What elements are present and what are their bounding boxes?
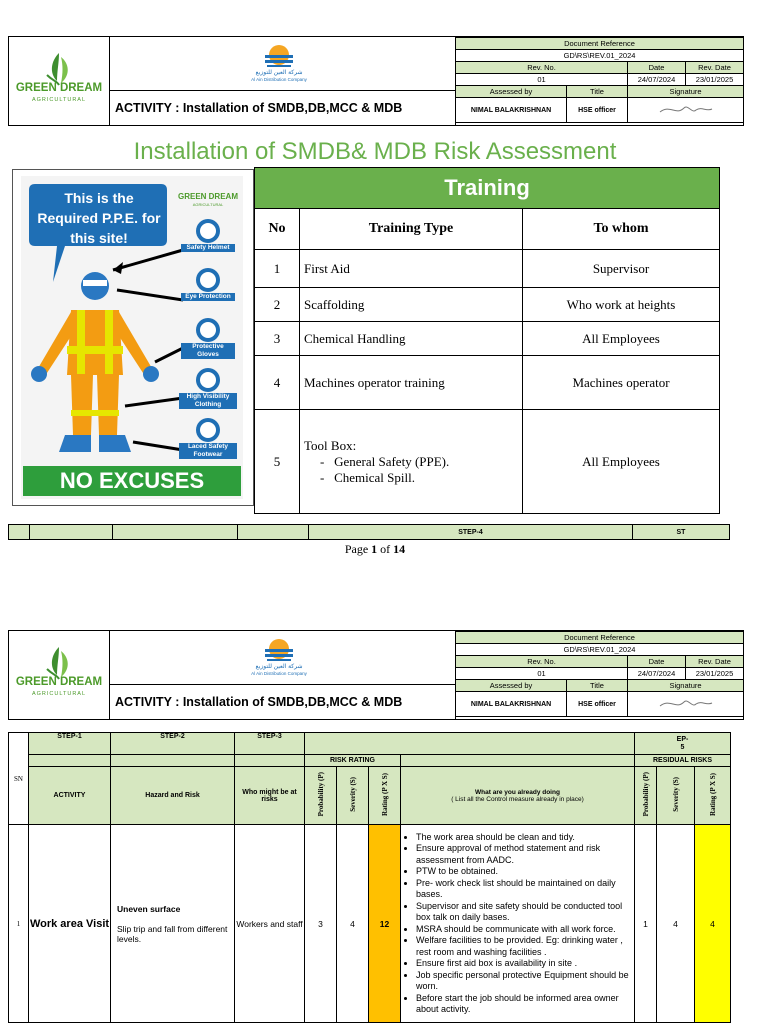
ppe-banner: NO EXCUSES: [59, 468, 205, 493]
page-prefix: Page: [344, 542, 372, 556]
control-item: • Ensure first aid box is availability in site .: [416, 958, 630, 970]
row-type: Scaffolding: [300, 288, 523, 322]
green-dream-leaf-icon: [13, 47, 105, 87]
row-hazard-desc: Slip trip and fall from different levels.: [117, 923, 228, 944]
ppe-logo-sub: AGRICULTURAL: [192, 202, 224, 207]
row-who: Workers and staff: [235, 825, 305, 1023]
row-sn: 1: [9, 825, 29, 1023]
partner-sun-logo-icon: [259, 635, 299, 661]
ppe-item-hivis: High Visibility Clothing: [179, 393, 237, 409]
col-to-whom: To whom: [523, 209, 720, 250]
col-training-type: Training Type: [300, 209, 523, 250]
col-ep5: EP- 5: [635, 733, 731, 755]
header-middle: [109, 37, 456, 125]
col-res-probability: Probability (P): [641, 772, 650, 817]
row-whom: Supervisor: [523, 250, 720, 288]
control-item: • Supervisor and site safety should be conducted tool box talk on daily bases.: [416, 901, 630, 924]
training-heading: Training: [255, 168, 720, 209]
row-type: Machines operator training: [300, 356, 523, 410]
partner-english-name: Al Ain Distribution Company: [251, 77, 307, 82]
date-label: Date: [628, 656, 686, 668]
signature-label: Signature: [628, 680, 744, 692]
ppe-bubble-text: This is the Required P.P.E. for this site!: [37, 190, 161, 246]
strip-st: ST: [633, 525, 730, 540]
col-severity: Severity (S): [348, 777, 357, 812]
table-row: [255, 322, 720, 356]
col-already-doing: What are you already doing: [475, 788, 560, 796]
row-type: Tool Box: - General Safety (PPE). - Chemical Spill.: [300, 410, 523, 514]
col-probability: Probability (P): [316, 772, 325, 817]
row-no: 2: [255, 288, 300, 322]
document-header: [8, 36, 744, 126]
company-sub: AGRICULTURAL: [31, 691, 87, 697]
signature-label: Signature: [628, 86, 744, 98]
rev-date-label: Rev. Date: [686, 656, 744, 668]
assessed-by-value: NIMAL BALAKRISHNAN: [456, 98, 567, 123]
doc-ref-label: Document Reference: [456, 38, 744, 50]
rev-no-value: 01: [456, 668, 628, 680]
row-whom: All Employees: [523, 322, 720, 356]
rev-no-value: 01: [456, 74, 628, 86]
row-whom: Machines operator: [523, 356, 720, 410]
page-number: [0, 542, 750, 557]
green-dream-leaf-icon: [13, 641, 105, 681]
ppe-item-eye: Eye Protection: [181, 293, 235, 301]
partner-arabic-name: شركة العين للتوزيع: [255, 70, 303, 76]
company-name: GREEN DREAM: [15, 676, 103, 688]
date-label: Date: [628, 62, 686, 74]
control-item: • The work area should be clean and tidy.: [416, 832, 630, 844]
date-value: 24/07/2024: [628, 74, 686, 86]
signature-icon: [656, 694, 716, 712]
control-item: • Before start the job should be informed area owner about activity.: [416, 993, 630, 1016]
page-of: of: [377, 542, 394, 556]
col-step2: STEP-2: [111, 733, 235, 755]
row-whom: Who work at heights: [523, 288, 720, 322]
risk-assessment-table: [8, 732, 730, 1023]
rev-date-value: 23/01/2025: [686, 668, 744, 680]
partner-arabic-name: شركة العين للتوزيع: [255, 664, 303, 670]
activity-title: ACTIVITY : Installation of SMDB,DB,MCC & MDB: [109, 90, 455, 125]
table-row: [255, 356, 720, 410]
col-step1: STEP-1: [29, 733, 111, 755]
rev-date-value: 23/01/2025: [686, 74, 744, 86]
page-current: 1: [371, 542, 378, 556]
signature-icon: [656, 100, 716, 118]
col-already-doing-sub: ( List all the Control measure already in place): [451, 795, 584, 803]
title-value: HSE officer: [567, 98, 628, 123]
ppe-item-footwear: Laced Safety Footwear: [179, 443, 237, 459]
toolbox-label: Tool Box:: [304, 437, 357, 453]
table-row: [9, 825, 731, 1023]
title-label: Title: [567, 86, 628, 98]
row-res-probability: 1: [635, 825, 657, 1023]
col-risk-rating: RISK RATING: [305, 755, 401, 767]
row-probability: 3: [305, 825, 337, 1023]
ppe-logo-text: GREEN DREAM: [177, 192, 238, 201]
control-item: • Job specific personal protective Equipment should be worn.: [416, 970, 630, 993]
row-activity: Work area Visit: [29, 825, 111, 1023]
row-severity: 4: [337, 825, 369, 1023]
col-activity: ACTIVITY: [29, 767, 111, 825]
step-strip: [8, 524, 730, 540]
row-res-rating: 4: [695, 825, 731, 1023]
col-hazard: Hazard and Risk: [111, 767, 235, 825]
col-sn: SN: [9, 733, 29, 825]
training-table: [254, 167, 720, 514]
col-res-rating: Rating (P X S): [708, 773, 717, 816]
control-item: • Welfare facilities to be provided. Eg: drinking water , rest room and washing facilities .: [416, 935, 630, 958]
company-logo-cell: [9, 631, 110, 719]
ppe-item-gloves: Protective Gloves: [181, 343, 235, 359]
row-no: 5: [255, 410, 300, 514]
partner-english-name: Al Ain Distribution Company: [251, 671, 307, 676]
document-reference-block: [455, 37, 744, 125]
company-logo-cell: [9, 37, 110, 125]
control-item: • MSRA should be communicate with all work force.: [416, 924, 630, 936]
row-rating: 12: [369, 825, 401, 1023]
row-controls: [401, 825, 635, 1023]
col-who: Who might be at risks: [235, 767, 305, 825]
toolbox-subitem: Chemical Spill.: [334, 469, 415, 485]
rev-no-label: Rev. No.: [456, 62, 628, 74]
control-item: • Ensure approval of method statement and risk assessment from AADC.: [416, 843, 630, 866]
doc-ref-label: Document Reference: [456, 632, 744, 644]
rev-date-label: Rev. Date: [686, 62, 744, 74]
col-step3: STEP-3: [235, 733, 305, 755]
strip-step4: STEP-4: [309, 525, 633, 540]
control-item: • PTW to be obtained.: [416, 866, 630, 878]
document-header-2: [8, 630, 744, 720]
table-row: [255, 250, 720, 288]
page-title: Installation of SMDB& MDB Risk Assessment: [133, 138, 617, 165]
table-row: [255, 288, 720, 322]
assessed-by-label: Assessed by: [456, 680, 567, 692]
row-no: 1: [255, 250, 300, 288]
title-value: HSE officer: [567, 692, 628, 717]
company-name: GREEN DREAM: [15, 82, 103, 94]
row-no: 4: [255, 356, 300, 410]
control-item: • Pre- work check list should be maintained on daily bases.: [416, 878, 630, 901]
signature-cell: [628, 692, 744, 717]
row-hazard-title: Uneven surface: [117, 903, 181, 914]
date-value: 24/07/2024: [628, 668, 686, 680]
doc-ref-value: GD\RS\REV.01_2024: [456, 644, 744, 656]
rev-no-label: Rev. No.: [456, 656, 628, 668]
toolbox-subitem: General Safety (PPE).: [334, 453, 450, 469]
row-res-severity: 4: [657, 825, 695, 1023]
col-residual-risks: RESIDUAL RISKS: [635, 755, 731, 767]
row-type: First Aid: [300, 250, 523, 288]
col-no: No: [255, 209, 300, 250]
ppe-poster: [12, 169, 254, 506]
header-middle: [109, 631, 456, 719]
partner-sun-logo-icon: [259, 41, 299, 67]
row-no: 3: [255, 322, 300, 356]
row-type: Chemical Handling: [300, 322, 523, 356]
doc-ref-value: GD\RS\REV.01_2024: [456, 50, 744, 62]
title-label: Title: [567, 680, 628, 692]
document-reference-block: [455, 631, 744, 719]
ppe-item-helmet: Safety Helmet: [181, 244, 235, 252]
activity-title: ACTIVITY : Installation of SMDB,DB,MCC & MDB: [109, 684, 455, 719]
company-sub: AGRICULTURAL: [31, 97, 87, 103]
assessed-by-value: NIMAL BALAKRISHNAN: [456, 692, 567, 717]
col-res-severity: Severity (S): [671, 777, 680, 812]
assessed-by-label: Assessed by: [456, 86, 567, 98]
page-total: 14: [393, 542, 406, 556]
signature-cell: [628, 98, 744, 123]
col-rating: Rating (P X S): [380, 773, 389, 816]
table-row: [255, 410, 720, 514]
row-whom: All Employees: [523, 410, 720, 514]
